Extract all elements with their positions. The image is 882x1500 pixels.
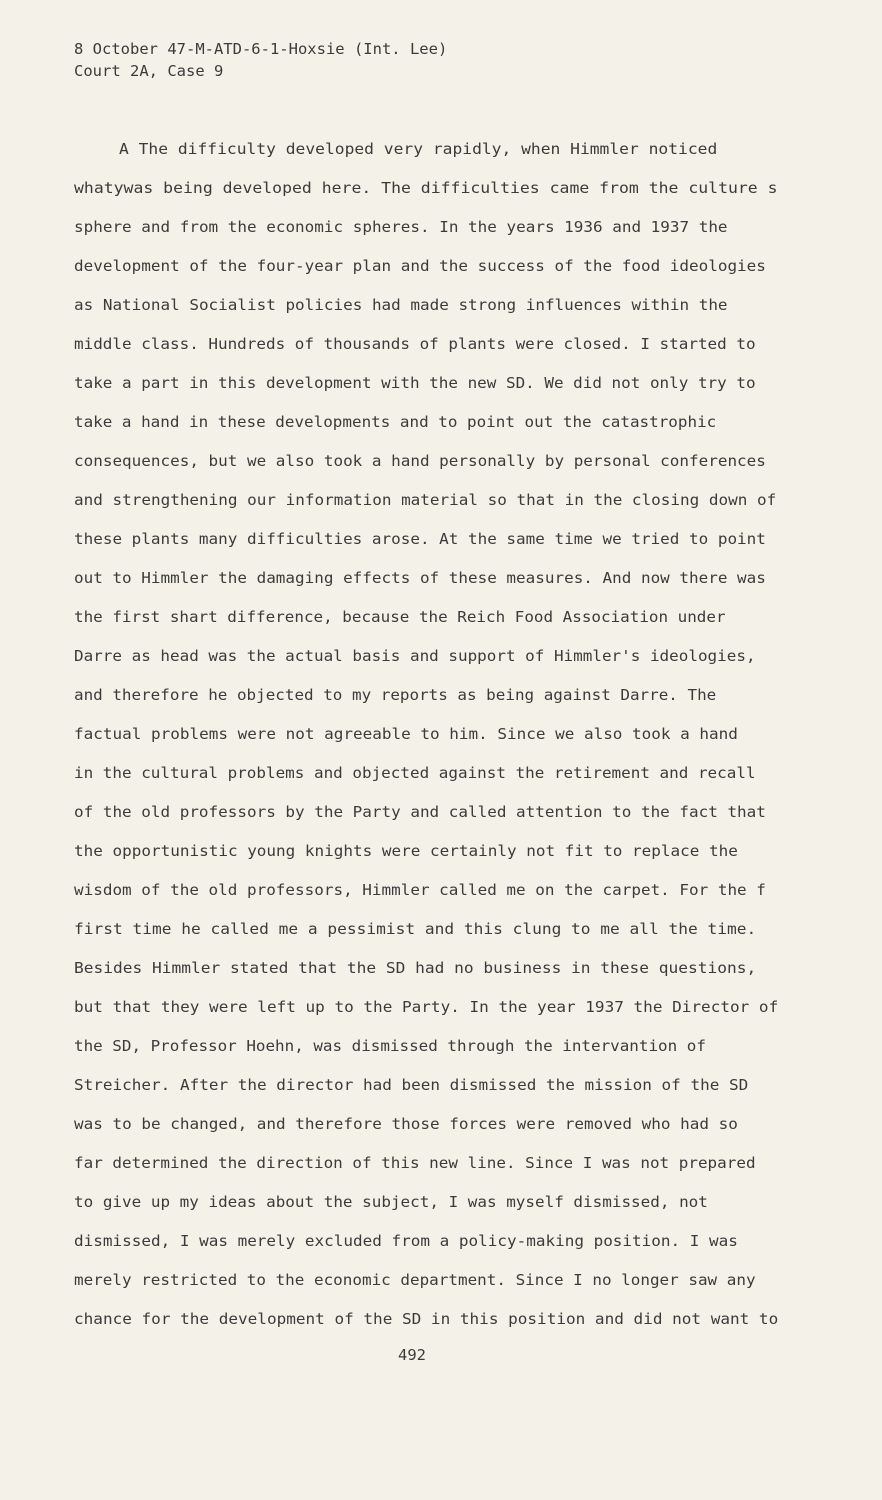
body-line: Streicher. After the director had been dismissed the mission of the SD: [74, 1076, 749, 1094]
body-line: take a part in this development with the new SD. We did not only try to: [74, 374, 756, 392]
body-line: whatywas being developed here. The difficulties came from the culture s: [74, 179, 778, 197]
body-line: these plants many difficulties arose. At the same time we tried to point: [74, 530, 766, 548]
body-line: and strengthening our information material so that in the closing down of: [74, 491, 777, 509]
body-line: of the old professors by the Party and called attention to the fact that: [74, 803, 766, 821]
body-line: consequences, but we also took a hand personally by personal conferences: [74, 452, 766, 470]
body-line: take a hand in these developments and to point out the catastrophic: [74, 413, 717, 431]
body-line: Darre as head was the actual basis and support of Himmler's ideologies,: [74, 647, 756, 665]
body-line: in the cultural problems and objected against the retirement and recall: [74, 764, 756, 782]
body-line: out to Himmler the damaging effects of these measures. And now there was: [74, 569, 766, 587]
header-court-case: Court 2A, Case 9: [74, 62, 224, 80]
body-line: first time he called me a pessimist and this clung to me all the time.: [74, 920, 757, 938]
body-line: the opportunistic young knights were certainly not fit to replace the: [74, 842, 738, 860]
body-line: the first shart difference, because the Reich Food Association under: [74, 608, 726, 626]
body-line: was to be changed, and therefore those forces were removed who had so: [74, 1115, 738, 1133]
body-line: the SD, Professor Hoehn, was dismissed through the intervantion of: [74, 1037, 706, 1055]
body-line: and therefore he objected to my reports as being against Darre. The: [74, 686, 717, 704]
body-line: far determined the direction of this new line. Since I was not prepared: [74, 1154, 756, 1172]
body-line: chance for the development of the SD in this position and did not want to: [74, 1310, 779, 1328]
body-line: as National Socialist policies had made strong influences within the: [74, 296, 728, 314]
body-line: sphere and from the economic spheres. In the years 1936 and 1937 the: [74, 218, 728, 236]
body-line: to give up my ideas about the subject, I was myself dismissed, not: [74, 1193, 708, 1211]
body-line: dismissed, I was merely excluded from a policy-making position. I was: [74, 1232, 738, 1250]
header-case-reference: 8 October 47-M-ATD-6-1-Hoxsie (Int. Lee): [74, 40, 448, 58]
body-line: but that they were left up to the Party. In the year 1937 the Director of: [74, 998, 779, 1016]
body-line: Besides Himmler stated that the SD had no business in these questions,: [74, 959, 757, 977]
body-line: A The difficulty developed very rapidly, when Himmler noticed: [119, 140, 718, 158]
body-line: middle class. Hundreds of thousands of plants were closed. I started to: [74, 335, 756, 353]
body-line: development of the four-year plan and the success of the food ideologies: [74, 257, 766, 275]
body-line: merely restricted to the economic department. Since I no longer saw any: [74, 1271, 756, 1289]
body-line: wisdom of the old professors, Himmler called me on the carpet. For the f: [74, 881, 766, 899]
page-number: 492: [398, 1346, 426, 1364]
body-line: factual problems were not agreeable to him. Since we also took a hand: [74, 725, 738, 743]
